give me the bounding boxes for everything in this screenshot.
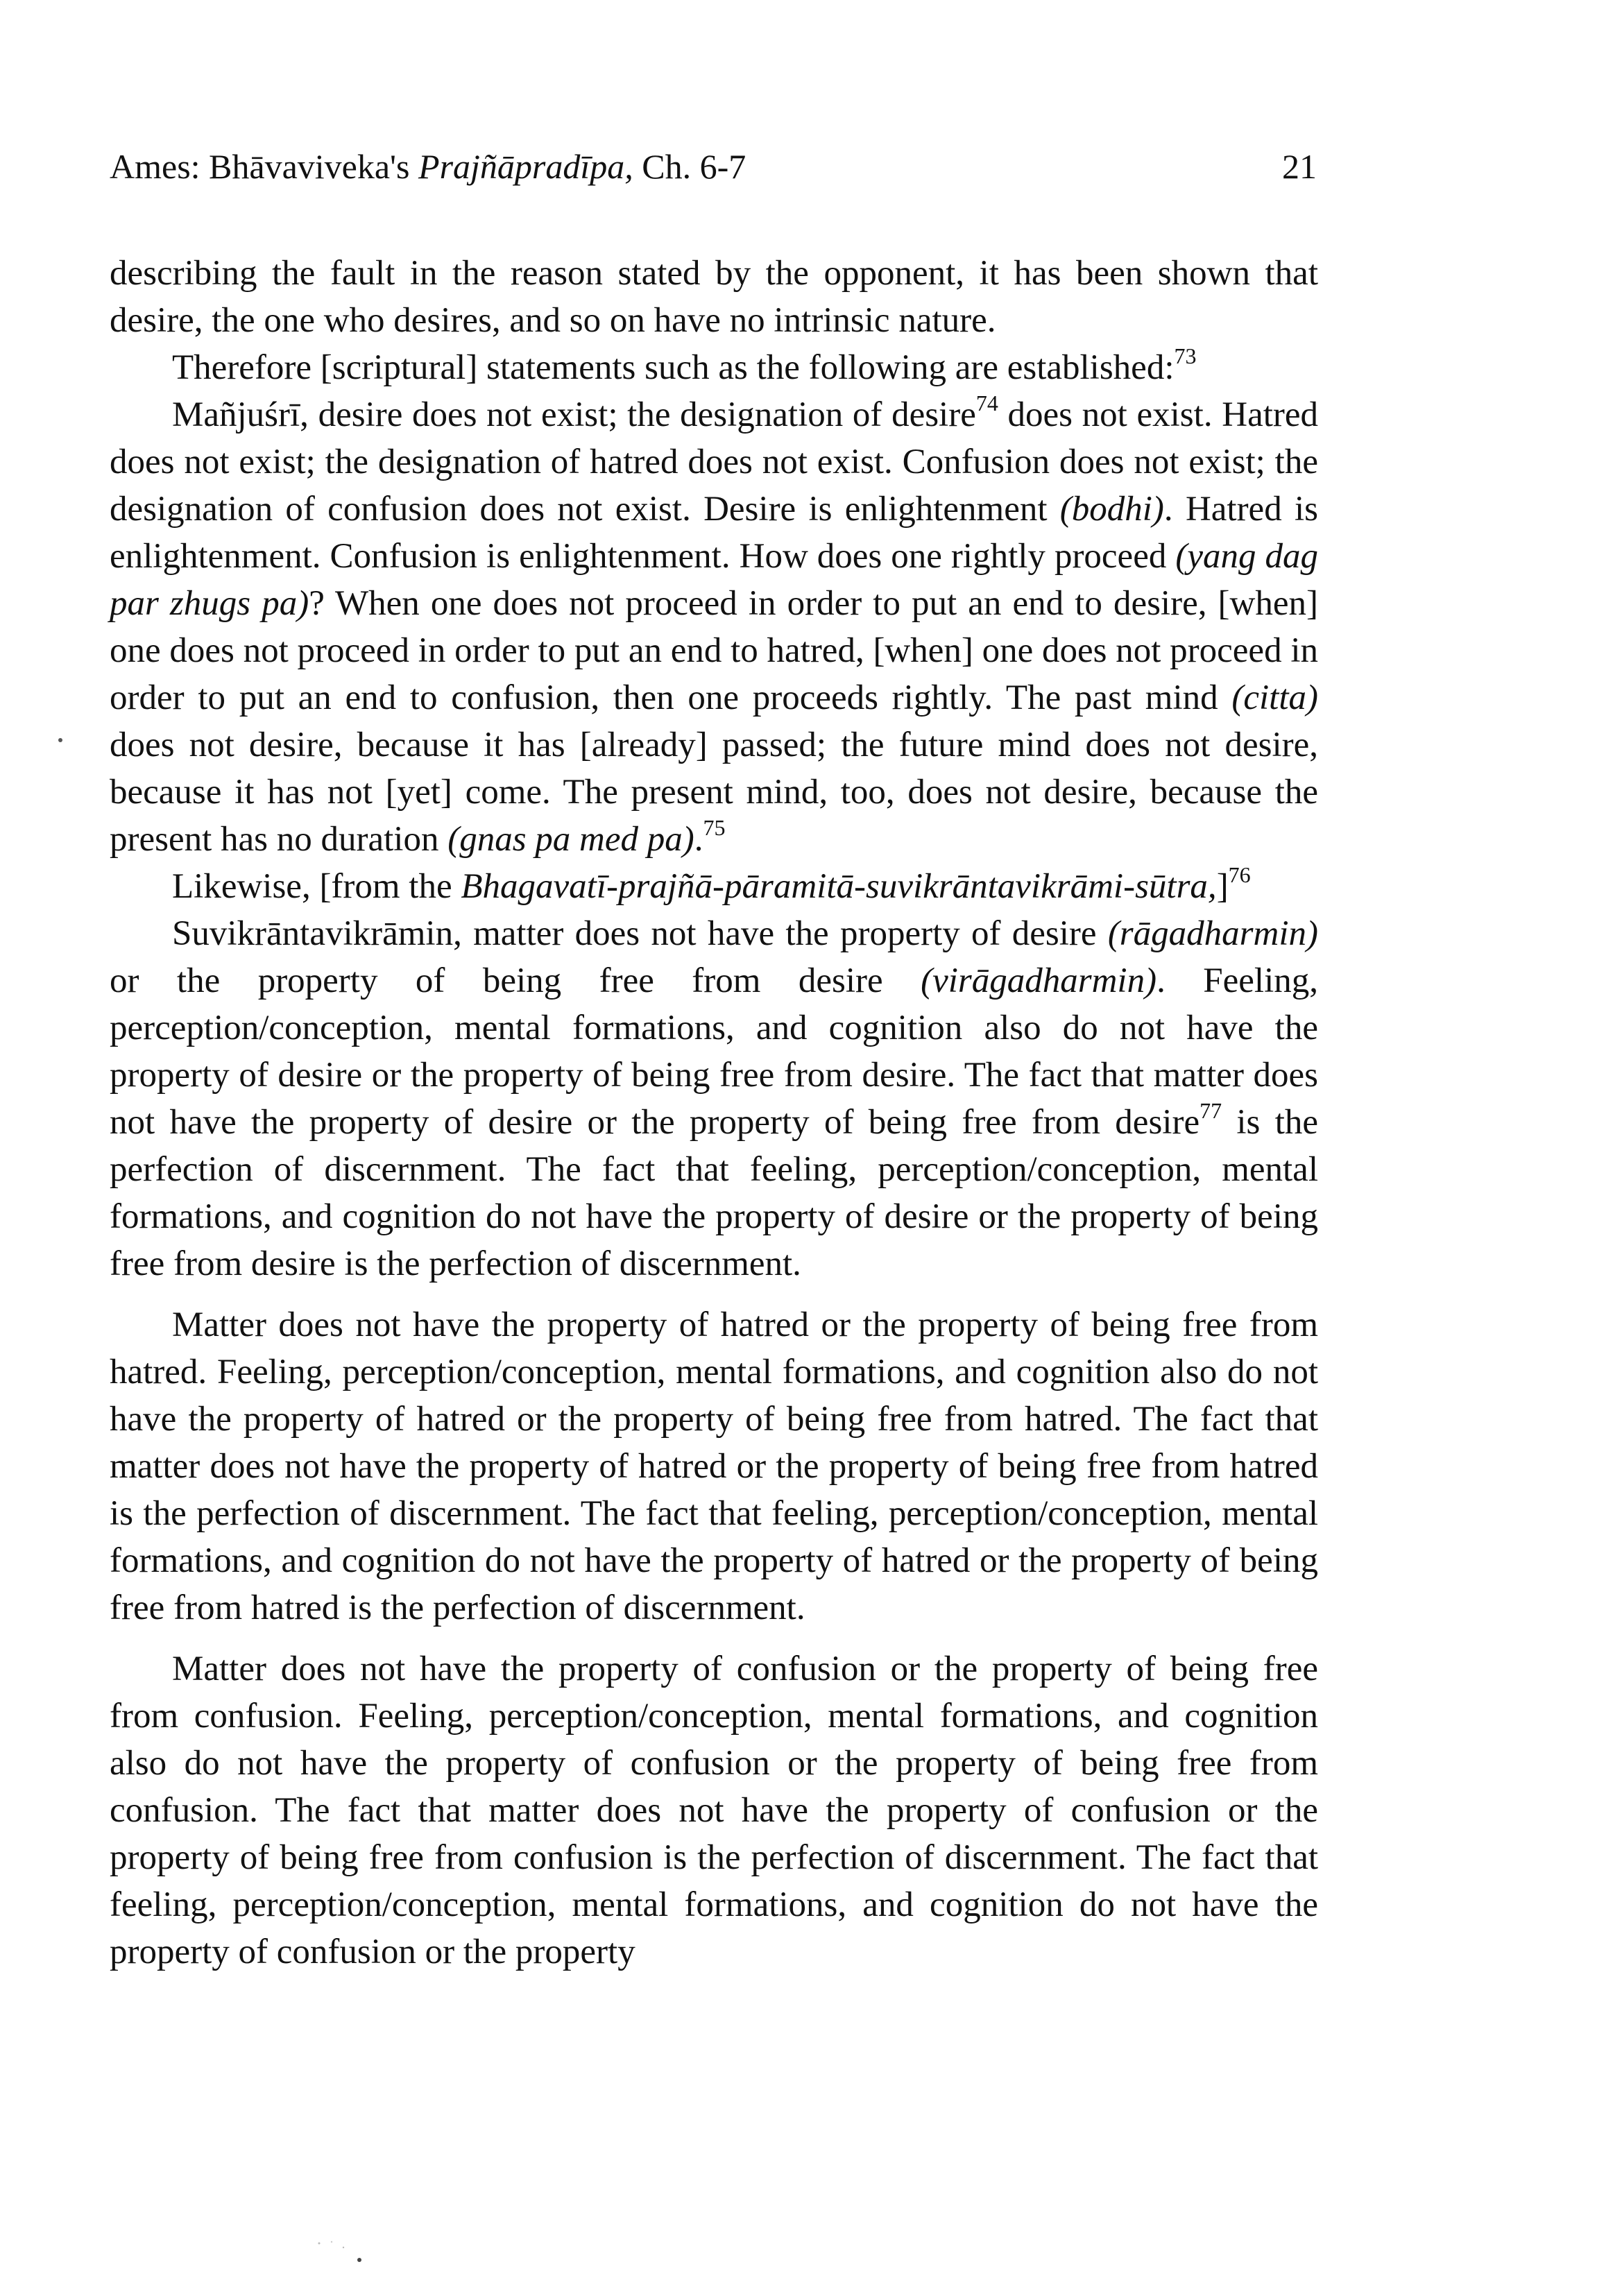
scan-specks xyxy=(305,2239,389,2267)
page-number: 21 xyxy=(1282,147,1317,186)
paragraph-7-text: Matter does not have the property of confusion or the property of being free from confusion. Feeling, perception/conception, mental formations, and cognition also do not have the property of confusion or the property of being free from confusion. The fact that matter does not have the property of confusion or the property of being free from confusion is the perfection of discernment. The fact that feeling, perception/conception, mental formations, and cognition do not have the property of confusion or the property xyxy=(110,1650,1318,1971)
p4-text-b: ] xyxy=(1216,867,1229,906)
paragraph-6 xyxy=(110,1301,1318,1631)
footnote-ref-75: 75 xyxy=(703,815,726,840)
paragraph-7 xyxy=(110,1645,1318,1976)
term-bodhi: (bodhi) xyxy=(1059,490,1164,529)
paragraph-3-quotation xyxy=(110,391,1318,863)
p3-text-b: does not exist. Hatred does not exist; the designation of hatred does not exist. Confusion does not exist; the designation of confusion does not exist. Desire is enlightenment xyxy=(110,395,1318,529)
p3-text-e: does not desire, because it has [already] passed; the future mind does not desire, because it has not [yet] come. The present mind, too, does not desire, because the present has no duration xyxy=(110,726,1318,859)
p3-text-d: ? When one does not proceed in order to put an end to desire, [when] one does not proceed in order to put an end to hatred, [when] one does not proceed in order to put an end to confusion, then one proceeds rightly. The past mind xyxy=(110,584,1318,717)
p5-text-b: or the property of being free from desire xyxy=(110,961,921,1000)
term-gnas-pa: (gnas pa med pa) xyxy=(447,820,694,859)
footnote-ref-77: 77 xyxy=(1200,1098,1222,1123)
header-chapter: Ch. 6-7 xyxy=(633,147,746,186)
footnote-ref-76: 76 xyxy=(1228,862,1251,887)
footnote-ref-73: 73 xyxy=(1174,343,1197,368)
term-viragadharmin: (virāgadharmin) xyxy=(921,961,1157,1000)
paragraph-1 xyxy=(110,250,1318,344)
p5-text-d: is the perfection of discernment. The fact that feeling, perception/conception, mental formations, and cognition do not have the property of desire or the property of being free from desire is the perfection of discernment. xyxy=(110,1103,1319,1283)
body-text xyxy=(110,250,1318,1976)
header-work-title: Prajñāpradīpa, xyxy=(418,147,633,186)
header-author: Ames: Bhāvaviveka's xyxy=(110,147,419,186)
p3-text-a: Mañjuśrī, desire does not exist; the designation of desire xyxy=(172,395,976,434)
p5-text-a: Suvikrāntavikrāmin, matter does not have the property of desire xyxy=(172,914,1108,953)
p4-text-a: Likewise, [from the xyxy=(172,867,461,906)
p3-text-f: . xyxy=(694,820,703,859)
footnote-ref-74: 74 xyxy=(975,391,998,415)
term-citta: (citta) xyxy=(1231,678,1318,717)
paragraph-2-text: Therefore [scriptural] statements such as the following are established: xyxy=(172,348,1175,387)
sutra-title: Bhagavatī-prajñā-pāramitā-suvikrāntavikrāmi-sūtra, xyxy=(461,867,1217,906)
paragraph-2 xyxy=(110,344,1318,391)
p5-text-c: . Feeling, perception/conception, mental formations, and cognition also do not have the property of desire or the property of being free from desire. The fact that matter does not have the property of desire or the property of being free from desire xyxy=(110,961,1319,1142)
term-ragadharmin: (rāgadharmin) xyxy=(1107,914,1318,953)
paragraph-1-text: describing the fault in the reason stated by the opponent, it has been shown that desire, the one who desires, and so on have no intrinsic nature. xyxy=(110,254,1318,340)
running-head-title xyxy=(110,142,746,191)
term-yang-dag: (yang dag par zhugs pa) xyxy=(110,537,1318,623)
p3-text-c: . Hatred is enlightenment. Confusion is enlightenment. How does one rightly proceed xyxy=(110,490,1318,576)
paragraph-5-quotation xyxy=(110,910,1318,1287)
paragraph-4 xyxy=(110,863,1318,910)
paragraph-6-text: Matter does not have the property of hatred or the property of being free from hatred. Feeling, perception/conception, mental formations, and cognition also do not have the property of hatred or the property of being free from hatred. The fact that matter does not have the property of hatred or the property of being free from hatred is the perfection of discernment. The fact that feeling, perception/conception, mental formations, and cognition do not have the property of hatred or the property of being free from hatred is the perfection of discernment. xyxy=(110,1305,1318,1627)
running-head xyxy=(110,142,1317,191)
margin-speck xyxy=(58,738,62,742)
